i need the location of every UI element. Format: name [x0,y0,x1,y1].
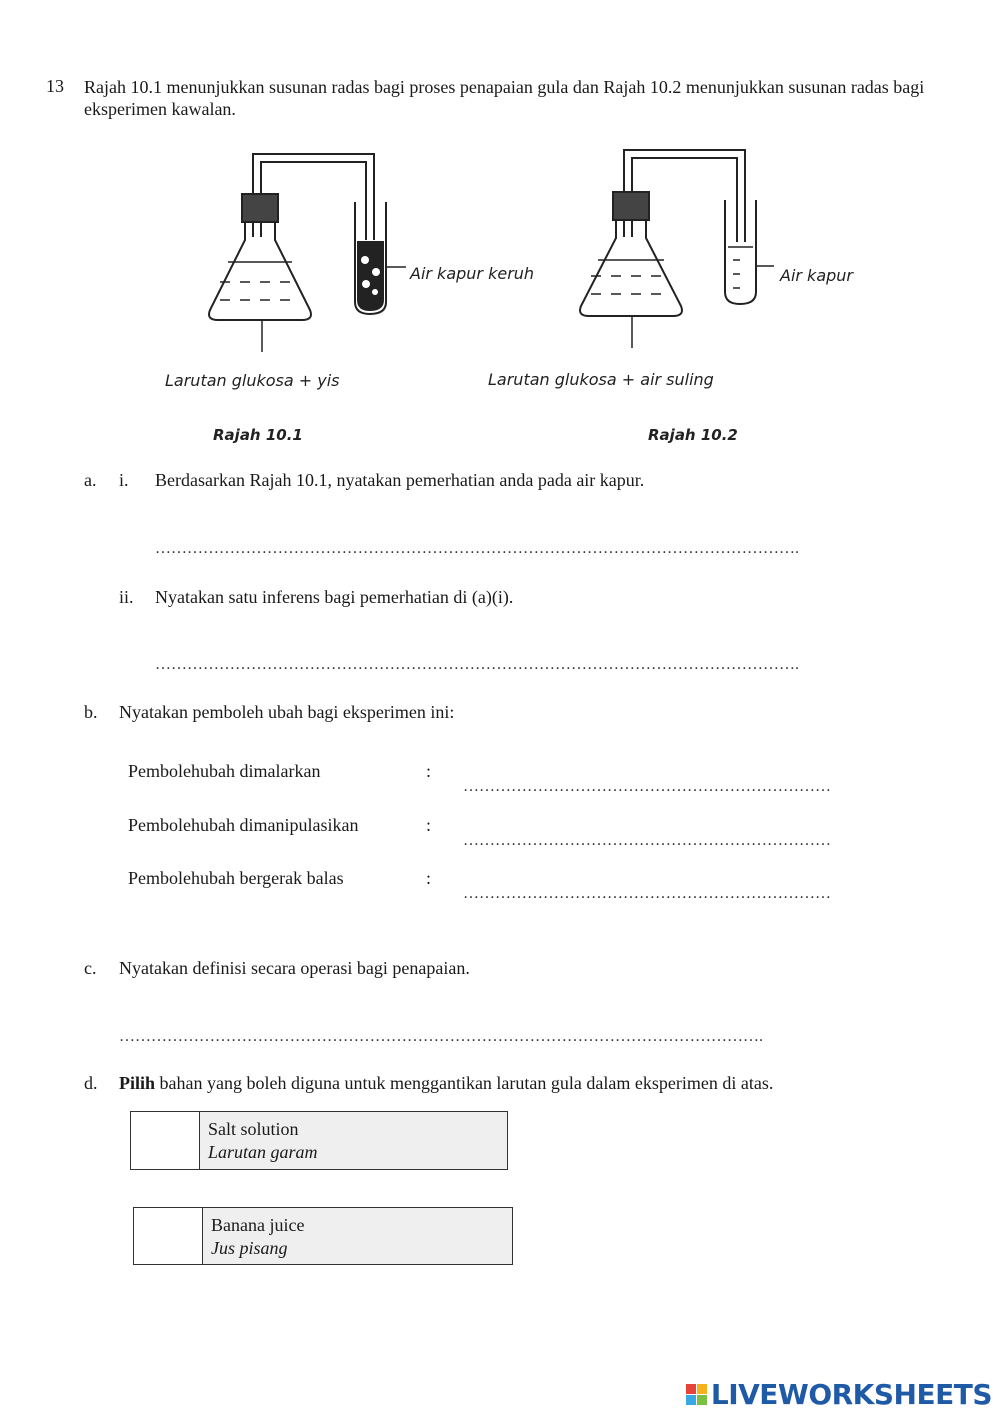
variable-colon: : [426,761,432,781]
stopper-right [613,192,649,220]
option-checkbox[interactable] [134,1208,203,1264]
variable-label-manipulated: Pembolehubah dimanipulasikan [128,815,359,835]
option-text-en: Salt solution [208,1119,299,1139]
caption-rajah-10-2: Rajah 10.2 [648,426,738,444]
liveworksheets-logo-icon [686,1384,707,1405]
answer-line-manipulated[interactable]: …………………………………………………………… [463,832,831,849]
variable-colon: : [426,815,432,835]
apparatus-diagram [190,142,790,372]
part-a-letter: a. [84,470,97,490]
question-number: 13 [46,76,64,96]
answer-line-c[interactable]: …………………………………………………………………………………………………………. [119,1028,763,1045]
part-d-instruction: bahan yang boleh diguna untuk menggantikan larutan gula dalam eksperimen di atas. [155,1073,774,1093]
liveworksheets-wordmark: LIVEWORKSHEETS [710,1378,992,1411]
label-air-kapur-keruh: Air kapur keruh [410,264,535,283]
part-c-text: Nyatakan definisi secara operasi bagi penapaian. [119,958,470,978]
option-text-en: Banana juice [211,1215,305,1235]
part-c-letter: c. [84,958,97,978]
part-a-ii-number: ii. [119,587,134,607]
part-a-i-text: Berdasarkan Rajah 10.1, nyatakan pemerhatian anda pada air kapur. [155,470,645,490]
option-label [200,1112,507,1169]
answer-line-a-i[interactable]: …………………………………………………………………………………………………………. [155,540,799,557]
part-d-bold-word: Pilih [119,1073,156,1093]
answer-line-a-ii[interactable]: …………………………………………………………………………………………………………. [155,656,799,673]
part-d-letter: d. [84,1073,98,1093]
part-a-ii-text: Nyatakan satu inferens bagi pemerhatian di (a)(i). [155,587,514,607]
label-air-kapur: Air kapur [780,266,853,285]
answer-line-controlled[interactable]: …………………………………………………………… [463,778,831,795]
variable-colon: : [426,868,432,888]
part-a-i-number: i. [119,470,129,490]
part-b-letter: b. [84,702,98,722]
test-tube-right [725,200,756,304]
stopper-left [242,194,278,222]
label-flask-right: Larutan glukosa + air suling [488,370,714,389]
question-intro: Rajah 10.1 menunjukkan susunan radas bagi proses penapaian gula dan Rajah 10.2 menunjukkan susunan radas bagi eksperimen kawalan. [84,77,925,119]
liveworksheets-brand [686,1378,992,1411]
part-d-text [119,1073,773,1094]
answer-line-responding[interactable]: …………………………………………………………… [463,885,831,902]
part-b-text: Nyatakan pemboleh ubah bagi eksperimen ini: [119,702,455,722]
option-text-ms: Larutan garam [208,1142,318,1162]
variable-label-responding: Pembolehubah bergerak balas [128,868,344,888]
label-flask-left: Larutan glukosa + yis [165,371,340,390]
option-text-ms: Jus pisang [211,1238,288,1258]
option-banana-juice[interactable] [133,1207,513,1265]
variable-label-controlled: Pembolehubah dimalarkan [128,761,321,781]
caption-rajah-10-1: Rajah 10.1 [213,426,303,444]
option-salt-solution[interactable] [130,1111,508,1170]
option-checkbox[interactable] [131,1112,200,1169]
option-label [203,1208,512,1264]
